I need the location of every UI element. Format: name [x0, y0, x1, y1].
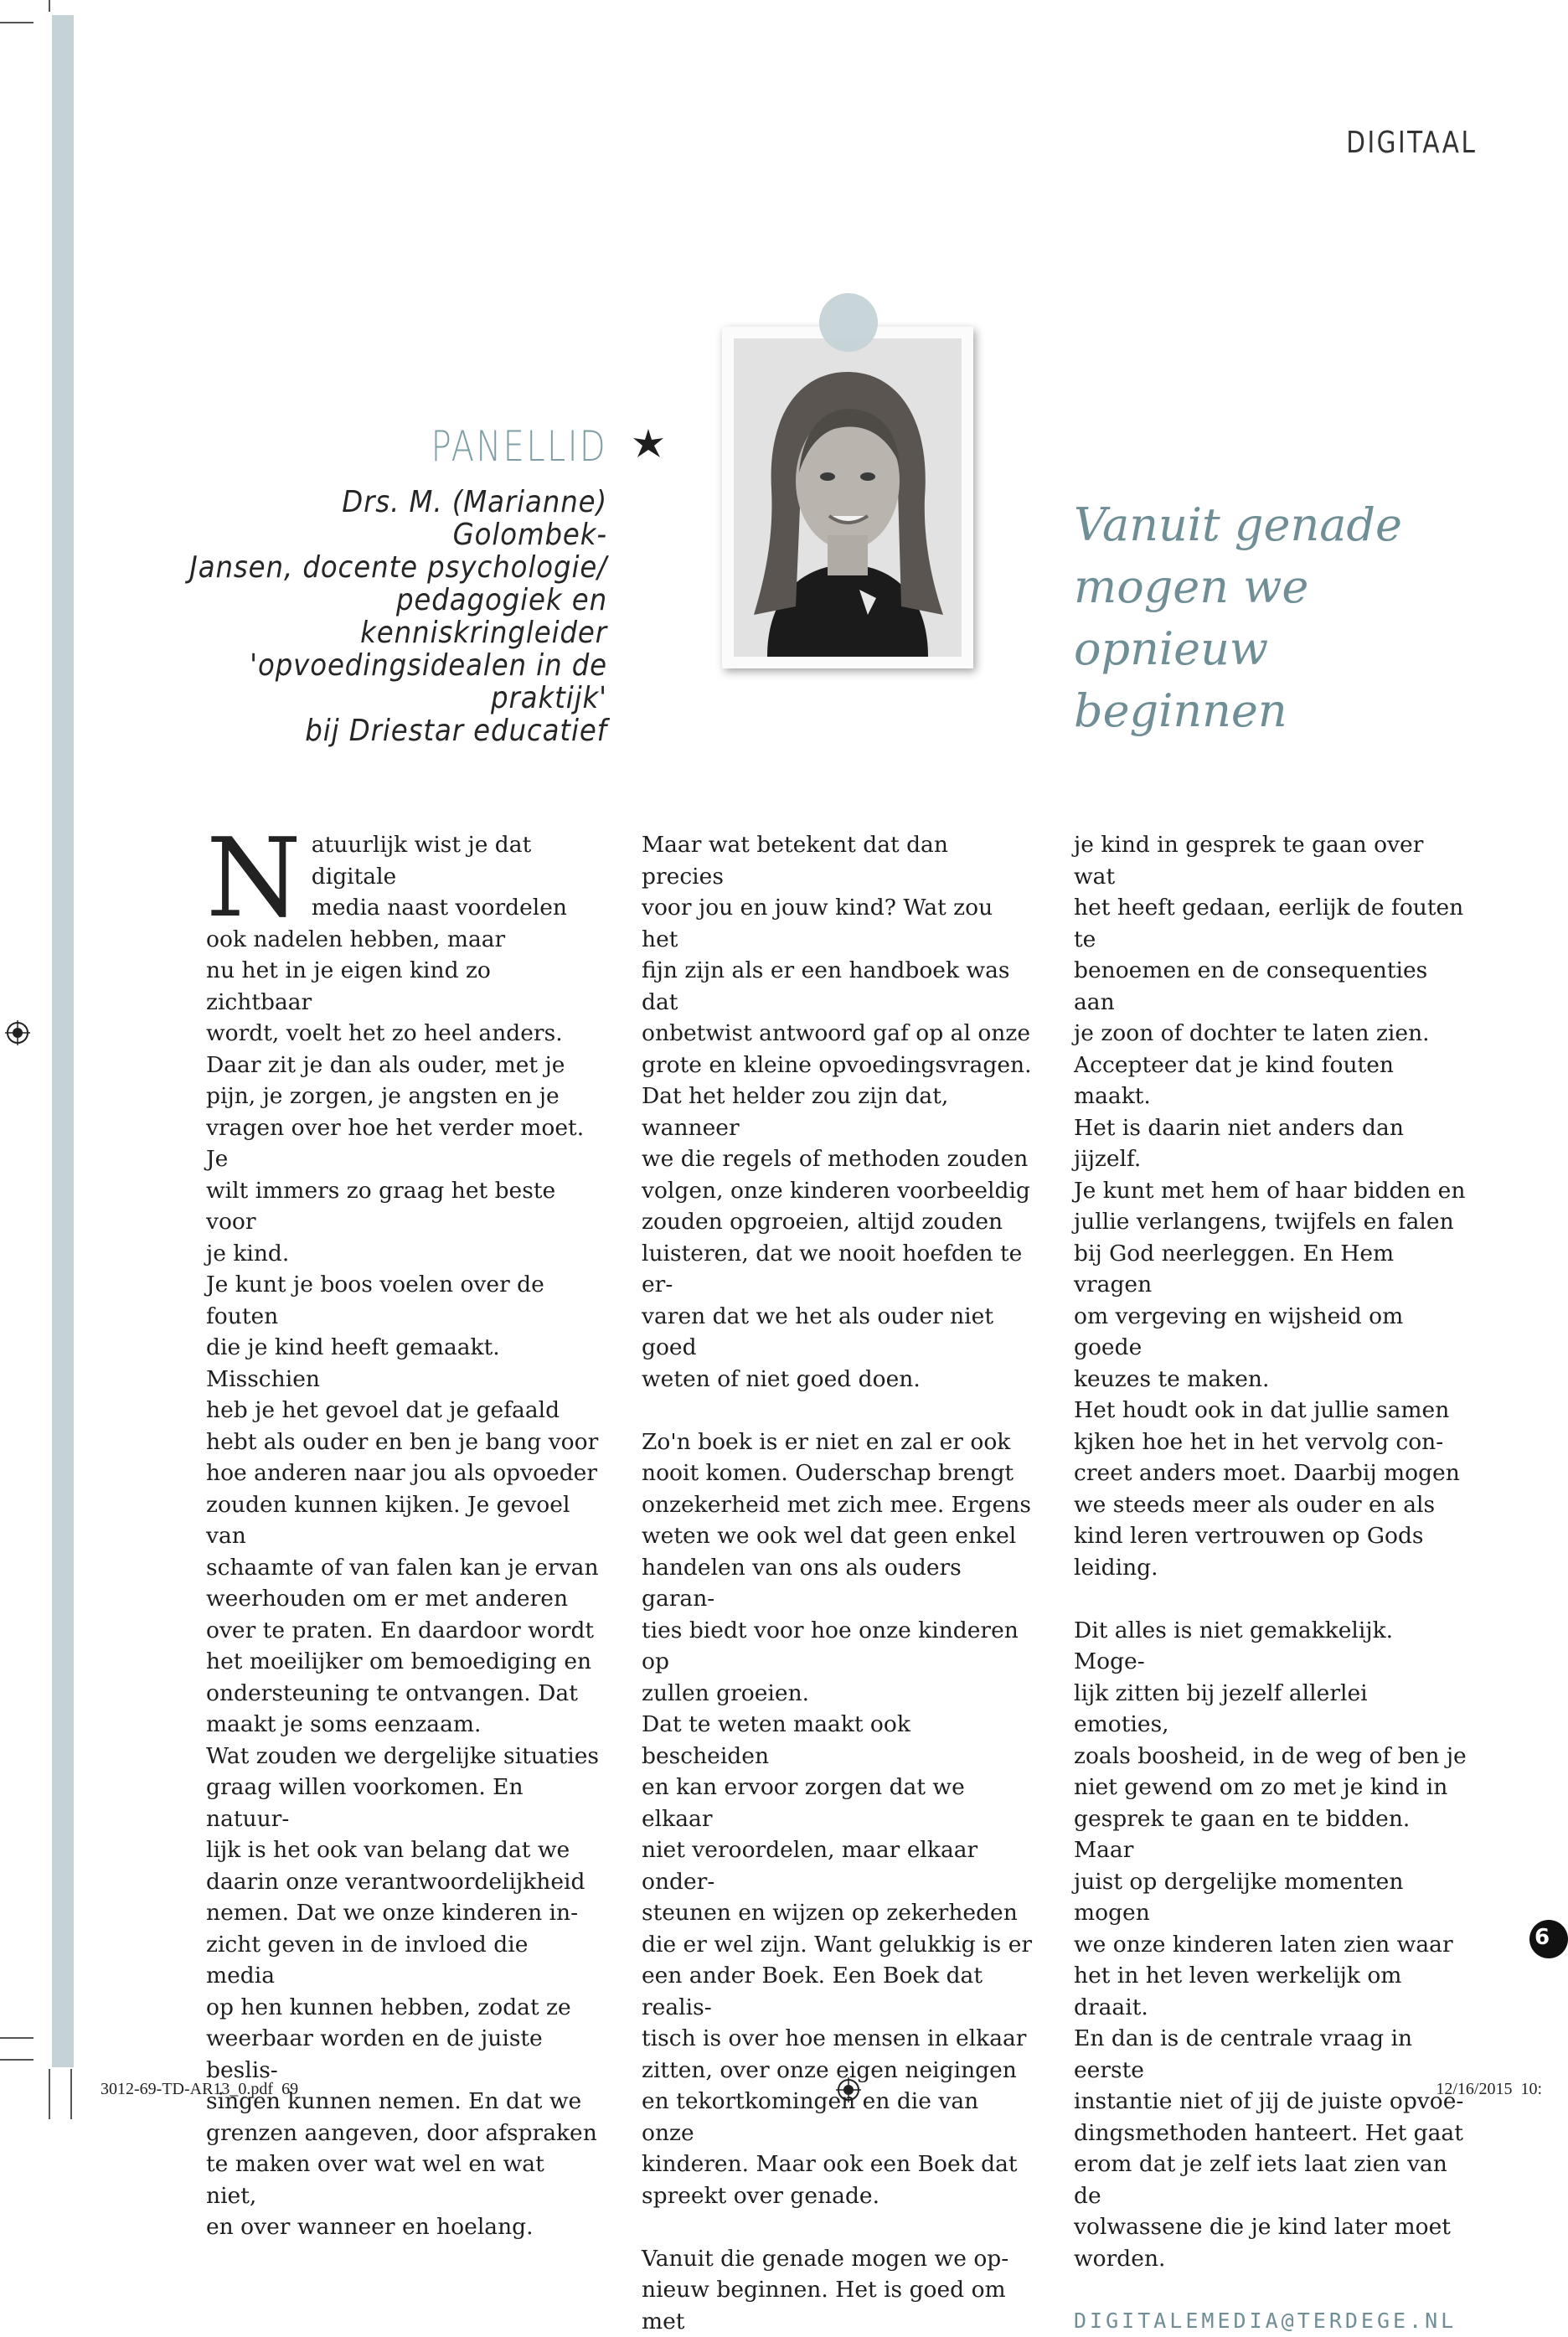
paragraph: je kind in gesprek te gaan over wat het heeft gedaan, eerlijk de fouten te benoemen en de consequenties aan je zoon of dochter te laten zien. Accepteer dat je kind fouten maakt. Het is daarin niet anders dan jijzelf. Je kunt met hem of haar bidden en jullie verlangens, twijfels en falen bij God neerleggen. En Hem vragen om vergeving en wijsheid om goede keuzes te maken. — [1074, 829, 1467, 1395]
footer-timestamp: 12/16/2015 10: — [1436, 2080, 1542, 2099]
page-number-tab — [1529, 1920, 1568, 1958]
paragraph: Je kunt je boos voelen over de fouten die je kind heeft gemaakt. Misschien heb je het gevoel dat je gefaald hebt als ouder en ben je bang voor hoe anderen naar jou als opvoeder zouden kunnen kijken. Je gevoel van schaamte of van falen kan je ervan weerhouden om er met anderen over te praten. En daardoor wordt het moeilijker om bemoediging en ondersteuning te ontvangen. Dat maakt je soms eenzaam. — [206, 1269, 600, 1741]
contact-email-link[interactable]: DIGITALEMEDIA@TERDEGE.NL — [1074, 2305, 1467, 2337]
portrait-photo-frame — [722, 327, 973, 668]
pin-dot — [819, 293, 878, 352]
crop-mark — [70, 2069, 72, 2119]
portrait-photo — [734, 338, 962, 657]
asterisk-star-icon — [630, 426, 667, 462]
paragraph: Het houdt ook in dat jullie samen kjken hoe het in het vervolg con- creet anders moet. Daarbij mogen we steeds meer als ouder en als kind leren vertrouwen op Gods leiding. — [1074, 1395, 1467, 1583]
paragraph: Maar wat betekent dat dan precies voor jou en jouw kind? Wat zou het fijn zijn als er een handboek was dat onbetwist antwoord gaf op al onze grote en kleine opvoedingsvragen. Dat het helder zou zijn dat, wanneer we die regels of methoden zouden volgen, onze kinderen voorbeeldig zouden opgroeien, altijd zouden luisteren, dat we nooit hoefden te er- varen dat we het als ouder niet goed weten of niet goed doen. — [642, 829, 1035, 1395]
section-title: DIGITAAL — [1346, 126, 1477, 160]
crop-mark — [0, 2059, 34, 2061]
page-number: 6 — [1534, 1925, 1550, 1950]
crop-mark — [49, 0, 50, 12]
panel-heading: PANELLID — [431, 422, 608, 471]
crop-mark — [49, 2069, 50, 2119]
panel-bio: Drs. M. (Marianne) Golombek- Jansen, docente psychologie/ pedagogiek en kenniskringleider 'opvoedingsidealen in de praktijk' bij Driestar educatief — [185, 486, 607, 747]
crop-mark — [0, 22, 34, 23]
paragraph: Vanuit die genade mogen we op- nieuw beginnen. Het is goed om met — [642, 2243, 1035, 2337]
registration-mark-icon — [5, 1020, 30, 1045]
page-spine-bar — [52, 15, 74, 2067]
footer-filename: 3012-69-TD-AR13_0.pdf 69 — [101, 2080, 298, 2099]
article-column-3 — [1074, 829, 1467, 2337]
paragraph: Dit alles is niet gemakkelijk. Moge- lijk zitten bij jezelf allerlei emoties, zoals boosheid, in de weg of ben je niet gewend om zo met je kind in gesprek te gaan en te bidden. Maar juist op dergelijke momenten mogen we onze kinderen laten zien waar het in het leven werkelijk om draait. En dan is de centrale vraag in eerste instantie niet of jij de juiste opvoe- dingsmethoden hanteert. Het gaat erom dat je zelf iets laat zien van de volwassene die je kind later moet worden. — [1074, 1615, 1467, 2275]
paragraph: Dat te weten maakt ook bescheiden en kan ervoor zorgen dat we elkaar niet veroordelen, maar elkaar onder- steunen en wijzen op zekerheden die er wel zijn. Want gelukkig is er een ander Boek. Een Boek dat realis- tisch is over hoe mensen in elkaar zitten, over onze eigen neigingen en tekortkomingen en die van onze kinderen. Maar ook een Boek dat spreekt over genade. — [642, 1709, 1035, 2211]
paragraph: Zo'n boek is er niet en zal er ook nooit komen. Ouderschap brengt onzekerheid met zich mee. Ergens weten we ook wel dat geen enkel handelen van ons als ouders garan- ties biedt voor hoe onze kinderen op zullen groeien. — [642, 1426, 1035, 1710]
article-column-1 — [206, 829, 600, 2243]
paragraph: atuurlijk wist je dat digitale media naast voordelen ook nadelen hebben, maar nu het in je eigen kind zo zichtbaar wordt, voelt het zo heel anders. Daar zit je dan als ouder, met je pijn, je zorgen, je angsten en je vragen over hoe het verder moet. Je wilt immers zo graag het beste voor je kind. — [206, 829, 600, 1269]
pull-quote: Vanuit genade mogen we opnieuw beginnen — [1074, 494, 1459, 742]
paragraph: Wat zouden we dergelijke situaties graag willen voorkomen. En natuur- lijk is het ook van belang dat we daarin onze verantwoordelijkheid nemen. Dat we onze kinderen in- zicht geven in de invloed die media op hen kunnen hebben, zodat ze weerbaar worden en de juiste beslis- singen kunnen nemen. En dat we grenzen aangeven, door afspraken te maken over wat wel en wat niet, en over wanneer en hoelang. — [206, 1741, 600, 2243]
crop-mark — [0, 2037, 34, 2039]
drop-cap: N — [206, 834, 302, 921]
article-column-2 — [642, 829, 1035, 2337]
